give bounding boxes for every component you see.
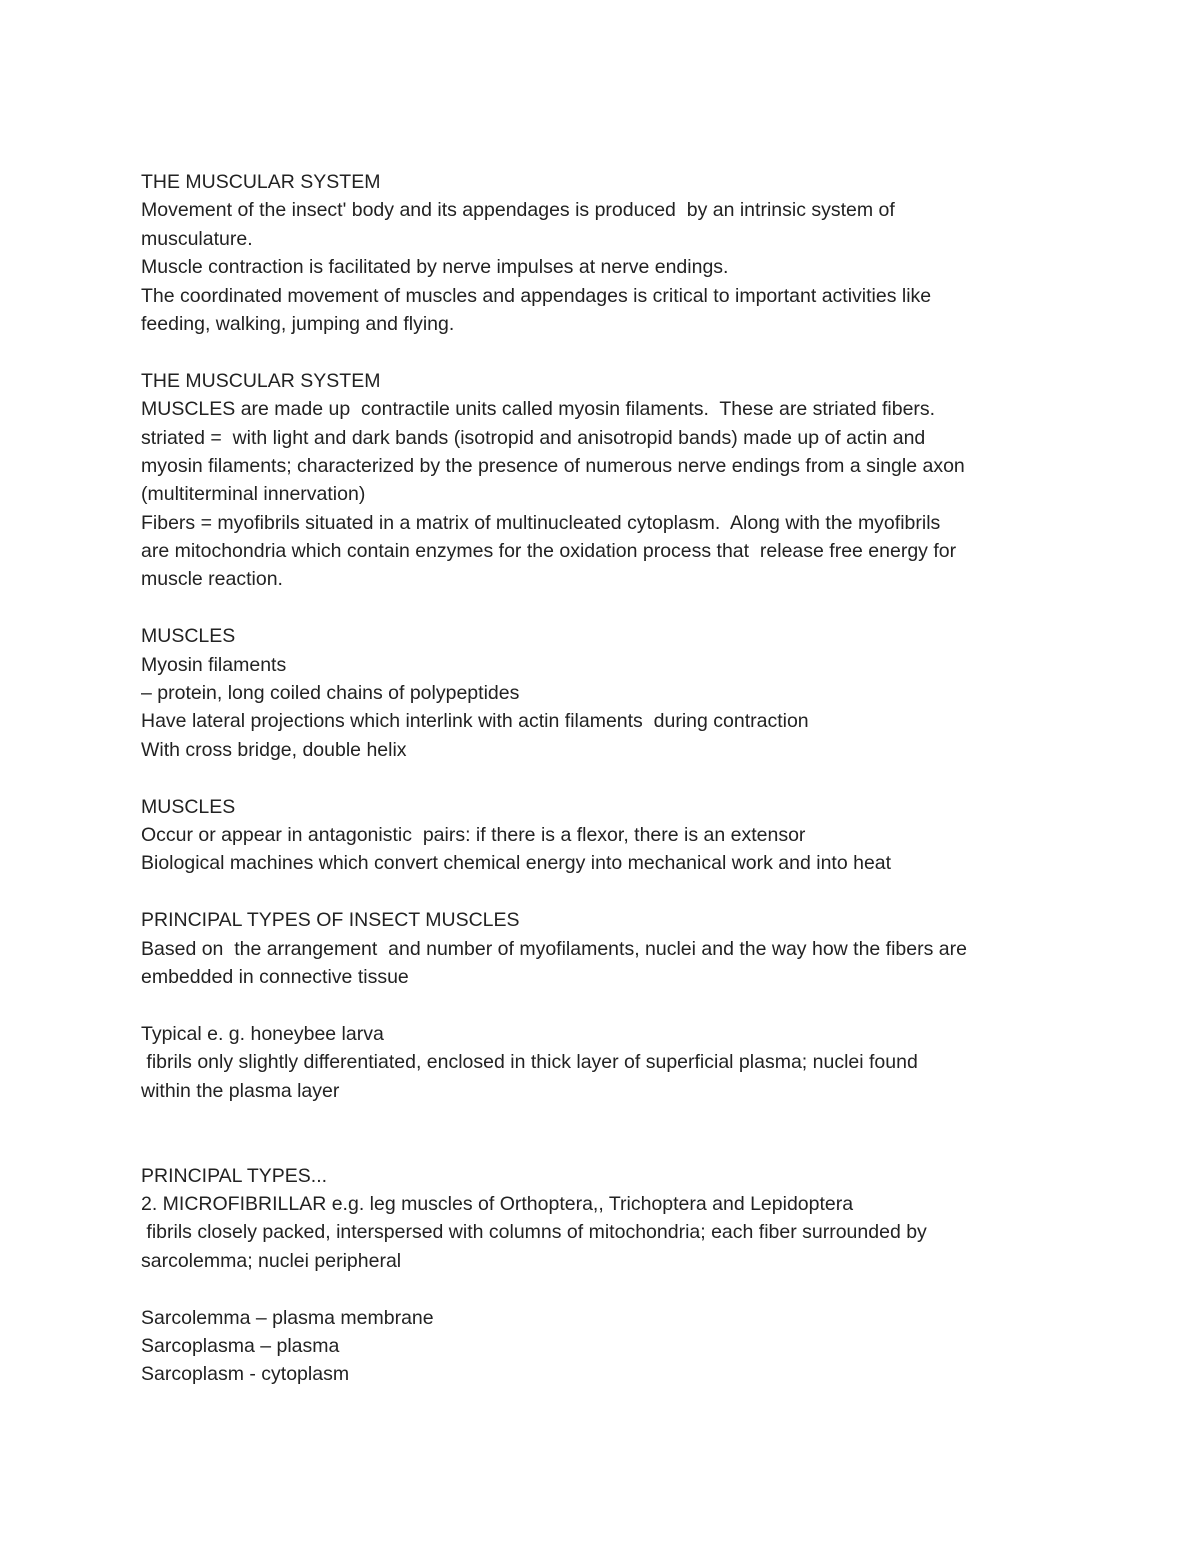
text-line: 2. MICROFIBRILLAR e.g. leg muscles of Orthoptera,, Trichoptera and Lepidoptera [141,1193,854,1216]
text-line: Fibers = myofibrils situated in a matrix of multinucleated cytoplasm. Along with the myofibrils [141,511,941,534]
text-line: embedded in connective tissue [141,965,409,988]
blank-line [141,1275,1071,1303]
text-line: fibrils closely packed, interspersed with columns of mitochondria; each fiber surrounded by [141,1221,927,1244]
blank-line [141,338,1071,366]
text-line: MUSCLES are made up contractile units called myosin filaments. These are striated fibers. [141,398,936,421]
text-line: striated = with light and dark bands (isotropid and anisotropid bands) made up of actin and [141,426,926,449]
text-line: (multiterminal innervation) [141,483,366,506]
text-line: Biological machines which convert chemical energy into mechanical work and into heat [141,852,892,875]
text-line: Myosin filaments [141,653,287,676]
text-line: muscle reaction. [141,568,283,591]
document-body [141,168,1071,1389]
text-line: Have lateral projections which interlink with actin filaments during contraction [141,710,809,733]
text-line: Sarcoplasm - cytoplasm [141,1363,350,1386]
blank-line [141,764,1071,792]
text-line: Occur or appear in antagonistic pairs: if there is a flexor, there is an extensor [141,823,806,846]
text-line: are mitochondria which contain enzymes for the oxidation process that release free energy for [141,540,957,563]
text-line: Typical e. g. honeybee larva [141,1022,384,1045]
blank-line [141,1105,1071,1133]
text-line: The coordinated movement of muscles and appendages is critical to important activities like [141,284,932,307]
text-line: THE MUSCULAR SYSTEM [141,171,381,193]
text-line: – protein, long coiled chains of polypeptides [141,682,520,705]
text-line: feeding, walking, jumping and flying. [141,312,455,335]
text-line: sarcolemma; nuclei peripheral [141,1249,402,1272]
text-line: With cross bridge, double helix [141,738,407,761]
text-line: PRINCIPAL TYPES OF INSECT MUSCLES [141,909,520,932]
text-line: MUSCLES [141,795,236,818]
text-line: within the plasma layer [141,1079,340,1102]
text-line: Sarcoplasma – plasma [141,1335,340,1358]
text-line: MUSCLES [141,625,236,648]
text-line: Movement of the insect' body and its appendages is produced by an intrinsic system of [141,199,895,222]
blank-line [141,594,1071,622]
text-line: musculature. [141,227,253,250]
text-line: myosin filaments; characterized by the presence of numerous nerve endings from a single axon [141,454,965,477]
text-line: PRINCIPAL TYPES... [141,1164,328,1187]
blank-line [141,991,1071,1019]
text-line: Based on the arrangement and number of myofilaments, nuclei and the way how the fibers are [141,937,967,960]
text-line: Sarcolemma – plasma membrane [141,1306,434,1329]
text-line: Muscle contraction is facilitated by nerve impulses at nerve endings. [141,256,729,279]
blank-line [141,1133,1071,1161]
text-line: THE MUSCULAR SYSTEM [141,369,381,392]
text-line: fibrils only slightly differentiated, enclosed in thick layer of superficial plasma; nuclei found [141,1051,918,1074]
blank-line [141,878,1071,906]
